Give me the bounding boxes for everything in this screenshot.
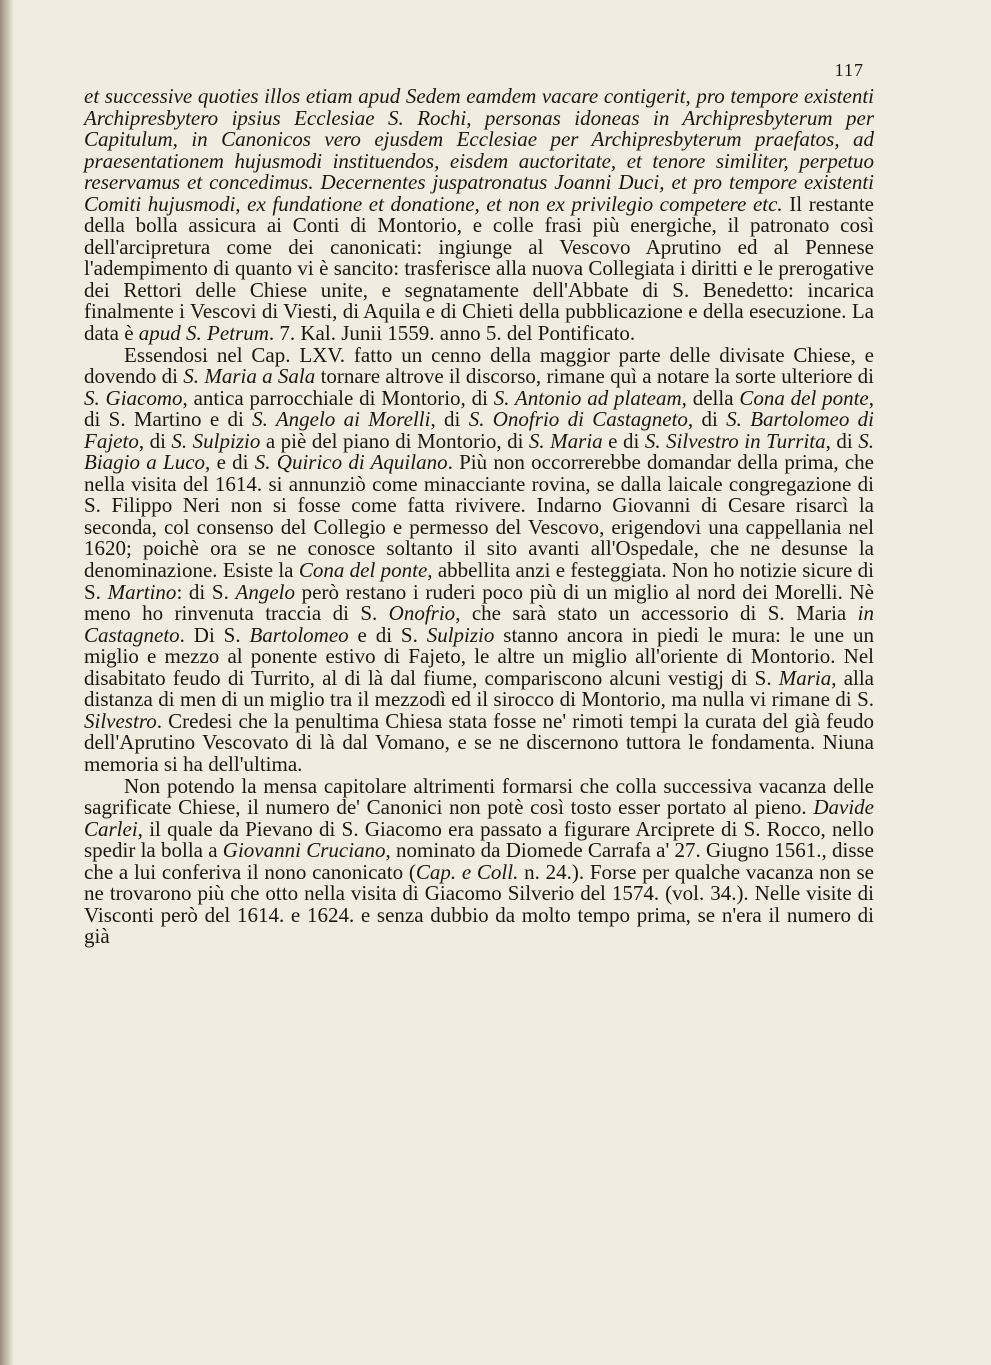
roman-text: n. 24.). Forse per qualche vacanza non se ne trovarono più che otto nella visita di Giacomo Silverio del 1574. (vol. 34.). Nelle visite di Visconti però del 1614. e 1624. e senza dubbio da molto tempo prima, se n'era il numero di già bbox=[84, 859, 874, 949]
roman-text: , di bbox=[430, 407, 469, 432]
book-page bbox=[84, 58, 874, 1358]
italic-text: S. Antonio ad plateam bbox=[493, 385, 682, 410]
roman-text: . Credesi che la penultima Chiesa stata fosse ne' rimoti tempi la curata del già feudo dell'Aprutino Vescovato di là dal Vomano, e se ne discernono tuttora le fondamenta. Niuna memoria si ha dell'ultima. bbox=[84, 708, 874, 776]
paragraph-3 bbox=[84, 773, 874, 949]
italic-text: Cap. e Coll. bbox=[415, 859, 519, 884]
roman-text: . Di S. bbox=[179, 622, 250, 647]
italic-text: Giovanni Cruciano bbox=[222, 838, 386, 863]
italic-text: S. Maria a Sala bbox=[183, 364, 316, 389]
italic-text: S. Biagio a Luco bbox=[84, 428, 874, 475]
roman-text: , di bbox=[138, 428, 172, 453]
italic-text: S. Angelo ai Morelli bbox=[252, 407, 431, 432]
roman-text: , il quale da Pievano di S. Giacomo era passato a figurare Arciprete di S. Rocco, nello spedir la bolla a bbox=[84, 816, 874, 863]
body-text bbox=[84, 86, 874, 948]
paragraph-1 bbox=[84, 86, 874, 345]
italic-text: S. Bartolomeo di Fajeto bbox=[84, 407, 874, 453]
roman-text: , nominato da Diomede Carrafa a' 27. Giugno 1561., disse che a lui conferiva il nono canonicato ( bbox=[84, 838, 874, 884]
paragraph-2 bbox=[84, 342, 875, 776]
italic-text: Maria bbox=[778, 665, 832, 690]
italic-text: S. Quirico di Aquilano bbox=[254, 450, 448, 475]
italic-text: S. Silvestro in Turrita bbox=[644, 428, 826, 453]
roman-text: : di S. bbox=[176, 579, 236, 604]
italic-text: Martino bbox=[107, 579, 177, 604]
roman-text: Il restante della bolla assicura ai Conti di Montorio, e colle frasi più energiche, il patronato così dell'arcipretura come dei canonicati: ingiunge al Vescovo Aprutino ed al Pennese l'adempimento di quanto vi è sancito: trasferisce alla nuova Collegiata i diritti e le prerogative dei Rettori delle Chiese unite, e segnatamente dell'Abbate di S. Benedetto: incarica finalmente i Vescovi di Viesti, di Aquila e di Chieti della pubblicazione e della esecuzione. La data è bbox=[84, 191, 874, 346]
roman-text: , della bbox=[681, 385, 740, 410]
page-number: 117 bbox=[834, 60, 864, 80]
roman-text: , e di bbox=[205, 450, 255, 475]
roman-text: , di bbox=[687, 407, 727, 432]
italic-text: S. Maria bbox=[528, 428, 603, 453]
italic-text: et successive quoties illos etiam apud Sedem eamdem vacare contigerit, pro tempore existenti Archipresbytero ipsius Ecclesiae S. Rochi, personas idoneas in Archipresbyterum per Capitulum, in Canonicos vero ejusdem Ecclesiae per Archipresbyterum praefatos, ad praesentationem hujusmodi instituendos, eisdem auctoritate, et tenore similiter, perpetuo reservamus et concedimus. Decernentes juspatronatus Joanni Duci, et pro tempore existenti Comiti hujusmodi, ex fundatione et donatione, et non ex privilegio competere etc. bbox=[84, 84, 874, 216]
italic-text: Onofrio bbox=[388, 601, 456, 626]
roman-text: , che sarà stato un accessorio di S. Maria bbox=[455, 601, 858, 626]
roman-text: Non potendo la mensa capitolare altrimenti formarsi che colla successiva vacanza delle sagrificate Chiese, il numero de' Canonici non potè così tosto esser portato al pieno. bbox=[84, 773, 874, 820]
roman-text: e di bbox=[602, 428, 645, 453]
italic-text: Cona del ponte bbox=[298, 558, 428, 583]
italic-text: apud S. Petrum bbox=[138, 321, 269, 346]
italic-text: S. Sulpizio bbox=[171, 428, 261, 453]
roman-text: . 7. Kal. Junii 1559. anno 5. del Pontificato. bbox=[268, 321, 636, 346]
page-gutter-shadow bbox=[0, 0, 14, 1365]
roman-text: , di bbox=[825, 428, 859, 453]
italic-text: in Castagneto bbox=[84, 601, 874, 647]
roman-text: a piè del piano di Montorio, di bbox=[260, 428, 529, 453]
roman-text: . Più non occorrerebbe domandar della prima, che nella visita del 1614. si annunziò come minacciante rovina, se dalla laicale congregazione di S. Filippo Neri non si fosse come fatta rivivere. Indarno Giovanni di Cesare risarcì la seconda, col consenso del Collegio e permesso del Vescovo, erigendovi una cappellania nel 1620; poichè ora se ne conosce soltanto il sito avanti all'Ospedale, che ne desunse la denominazione. Esiste la bbox=[84, 450, 874, 583]
roman-text: però restano i ruderi poco più di un miglio al nord dei Morelli. Nè meno ho rinvenuta traccia di S. bbox=[84, 579, 874, 626]
italic-text: Bartolomeo bbox=[249, 622, 349, 647]
roman-text: , antica parrocchiale di Montorio, di bbox=[182, 385, 494, 410]
roman-text: Essendosi nel Cap. LXV. fatto un cenno della maggior parte delle divisate Chiese, e dovendo di bbox=[84, 342, 874, 389]
italic-text: Silvestro bbox=[84, 708, 157, 733]
italic-text: S. Onofrio di Castagneto bbox=[468, 407, 688, 432]
italic-text: S. Giacomo bbox=[84, 385, 183, 410]
roman-text: , di S. Martino e di bbox=[84, 385, 874, 432]
italic-text: Sulpizio bbox=[426, 622, 495, 647]
italic-text: Davide Carlei bbox=[84, 795, 874, 841]
roman-text: tornare altrove il discorso, rimane quì a notare la sorte ulteriore di bbox=[315, 364, 874, 389]
roman-text: e di S. bbox=[348, 622, 427, 647]
roman-text: stanno ancora in piedi le mura: le une un miglio e mezzo al ponente estivo di Fajeto, le altre un miglio all'oriente di Montorio. Nel disabitato feudo di Turrito, al di là dal fiume, compariscono alcuni vestigj di S. bbox=[84, 622, 874, 690]
italic-text: Cona del ponte bbox=[739, 385, 869, 410]
roman-text: , alla distanza di men di un miglio tra il mezzodì ed il sirocco di Montorio, ma nulla vi rimane di S. bbox=[84, 665, 875, 712]
italic-text: Angelo bbox=[235, 579, 295, 604]
roman-text: , abbellita anzi e festeggiata. Non ho notizie sicure di S. bbox=[84, 558, 874, 604]
